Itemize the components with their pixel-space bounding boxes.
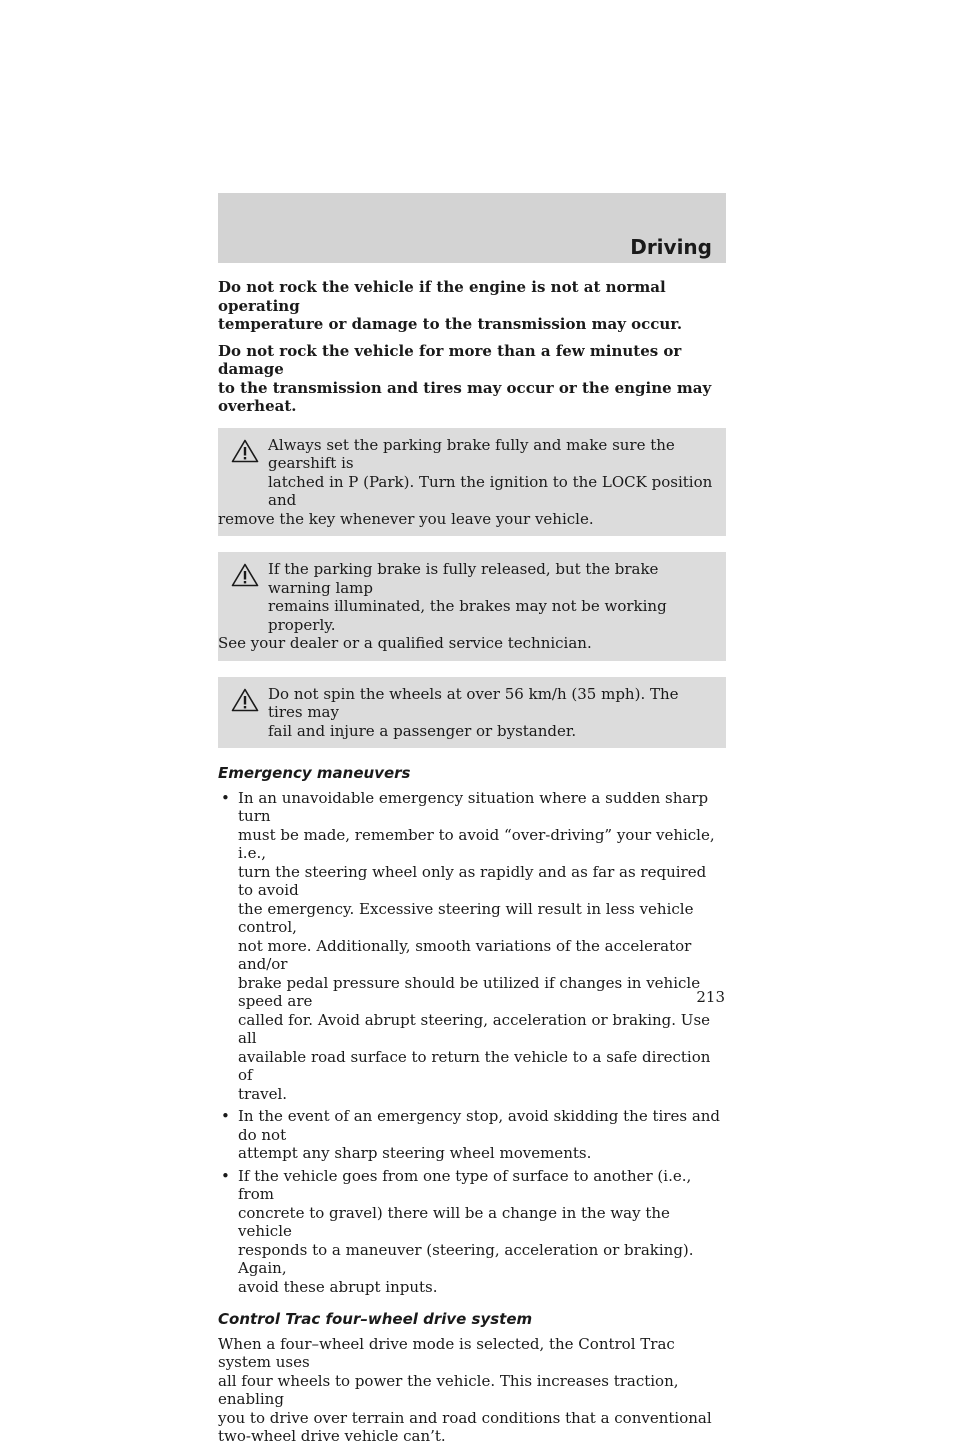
caution-paragraph-1 [218,278,726,334]
text-line: remains illuminated, the brakes may not be working properly. [268,597,667,634]
text-line: must be made, remember to avoid “over-driving” your vehicle, i.e., [238,825,715,862]
text-line: attempt any sharp steering wheel movements. [238,1144,592,1162]
list-item [218,1167,726,1297]
section-header-band [218,193,726,263]
text-line: Do not rock the vehicle for more than a few minutes or damage [218,341,682,378]
page-number: 213 [696,988,725,1006]
text-line: In an unavoidable emergency situation where a sudden sharp turn [238,788,709,825]
text-line: When a four–wheel drive mode is selected, the Control Trac system uses [218,1334,675,1371]
warning-box-brake-lamp [218,552,726,661]
text-line: temperature or damage to the transmission may occur. [218,315,683,333]
text-line: latched in P (Park). Turn the ignition to the LOCK position and [268,472,713,509]
warning-triangle-icon [231,563,259,587]
text-line: responds to a maneuver (steering, acceleration or braking). Again, [238,1240,694,1277]
bullet-icon: • [221,1166,230,1185]
bullet-icon: • [221,788,230,807]
text-line: See your dealer or a qualified service technician. [218,634,592,652]
list-item [218,1107,726,1163]
text-line: the emergency. Excessive steering will result in less vehicle control, [238,899,694,936]
text-line: brake pedal pressure should be utilized if changes in vehicle speed are [238,973,701,1010]
warning-triangle-icon [231,688,259,712]
page-content [218,278,726,1452]
text-line: called for. Avoid abrupt steering, acceleration or braking. Use all [238,1010,711,1047]
text-line: all four wheels to power the vehicle. This increases traction, enabling [218,1371,679,1408]
control-trac-paragraph [218,1335,726,1446]
text-line: to the transmission and tires may occur or the engine may [218,378,712,397]
text-line: available road surface to return the vehicle to a safe direction of [238,1047,711,1084]
heading-emergency-maneuvers: Emergency maneuvers [218,764,411,782]
text-line: travel. [238,1084,288,1103]
text-line: If the vehicle goes from one type of surface to another (i.e., from [238,1166,692,1203]
text-line: In the event of an emergency stop, avoid skidding the tires and do not [238,1107,721,1144]
text-line: not more. Additionally, smooth variations of the accelerator and/or [238,936,692,973]
list-item [218,789,726,1104]
text-line: overheat. [218,397,297,415]
caution-paragraph-2 [218,342,726,416]
bullet-icon: • [221,1107,230,1125]
text-line: turn the steering wheel only as rapidly and as far as required to avoid [238,862,707,899]
section-title: Driving [630,235,712,259]
text-line: two-wheel drive vehicle can’t. [218,1427,446,1445]
warning-triangle-icon [231,439,259,463]
text-line: remove the key whenever you leave your vehicle. [218,509,594,528]
warning-box-parking-brake [218,428,726,537]
text-line: Do not rock the vehicle if the engine is not at normal operating [218,278,666,315]
text-line: Do not spin the wheels at over 56 km/h (35 mph). The tires may [268,684,679,721]
warning-box-wheel-spin [218,677,726,749]
text-line: avoid these abrupt inputs. [238,1277,438,1296]
text-line: If the parking brake is fully released, but the brake warning lamp [268,560,659,597]
text-line: concrete to gravel) there will be a change in the way the vehicle [238,1203,670,1240]
heading-control-trac: Control Trac four–wheel drive system [218,1310,533,1328]
text-line: you to drive over terrain and road conditions that a conventional [218,1408,712,1427]
text-line: Always set the parking brake fully and make sure the gearshift is [268,435,675,472]
text-line: fail and injure a passenger or bystander. [268,721,577,740]
